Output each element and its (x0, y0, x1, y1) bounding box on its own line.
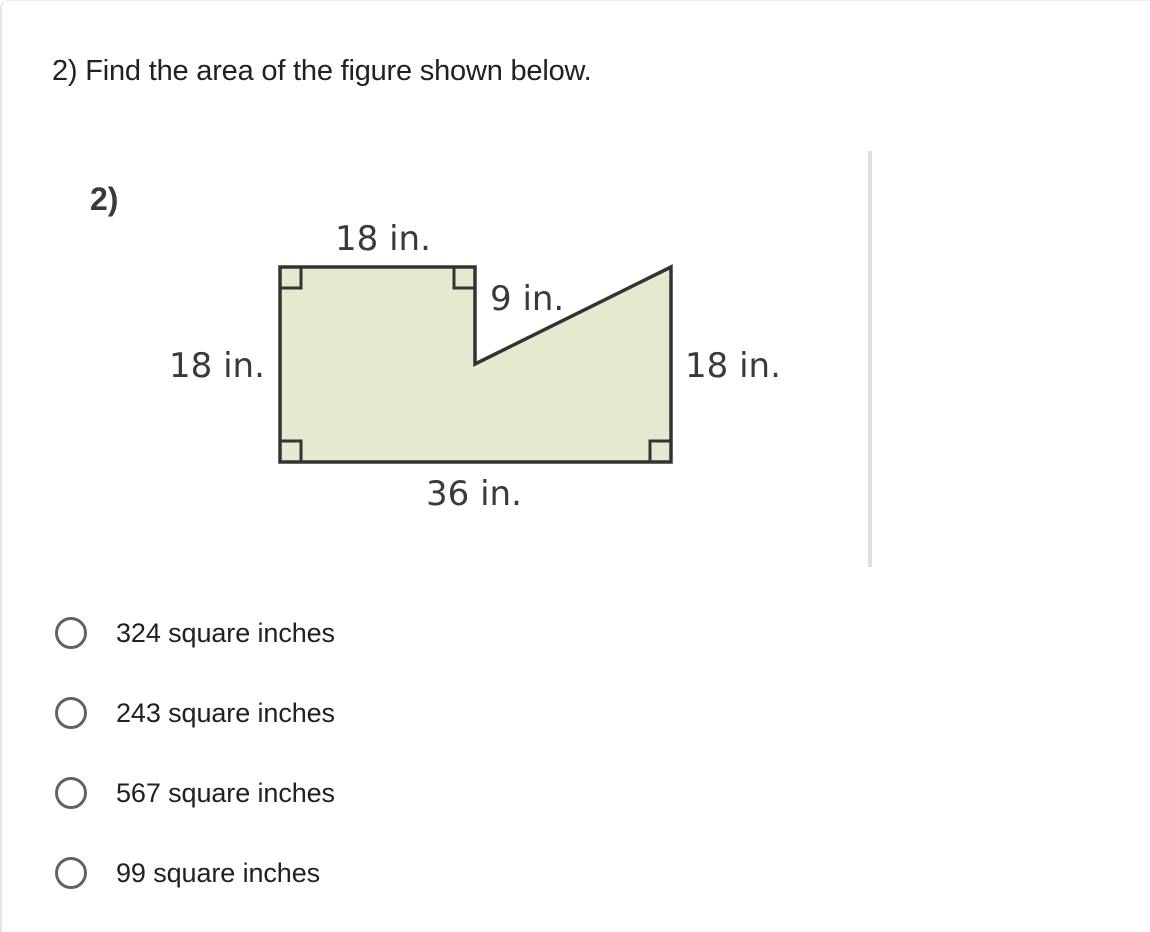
answer-options (52, 593, 752, 913)
radio-button-icon[interactable] (55, 857, 87, 889)
answer-option-label[interactable]: 243 square inches (116, 697, 335, 728)
radio-button-icon[interactable] (55, 617, 87, 649)
answer-option[interactable] (52, 753, 752, 833)
top-side-label: 18 in. (335, 219, 431, 259)
composite-shape (280, 267, 671, 462)
bottom-side-label: 36 in. (426, 474, 522, 514)
answer-option[interactable] (52, 593, 752, 673)
figure-number: 2) (90, 181, 119, 217)
left-side-label: 18 in. (169, 346, 265, 386)
radio-button-icon[interactable] (55, 777, 87, 809)
right-side-label: 18 in. (685, 346, 781, 386)
question-title: 2) Find the area of the figure shown below. (52, 55, 592, 87)
answer-option-label[interactable]: 567 square inches (116, 777, 335, 808)
composite-figure-image (54, 151, 872, 567)
answer-option[interactable] (52, 833, 752, 913)
question-figure (54, 151, 872, 567)
radio-button-icon[interactable] (55, 697, 87, 729)
notch-side-label: 9 in. (490, 279, 565, 319)
answer-option[interactable] (52, 673, 752, 753)
answer-option-label[interactable]: 99 square inches (116, 857, 321, 888)
answer-option-label[interactable]: 324 square inches (116, 617, 335, 648)
image-divider (868, 151, 872, 567)
